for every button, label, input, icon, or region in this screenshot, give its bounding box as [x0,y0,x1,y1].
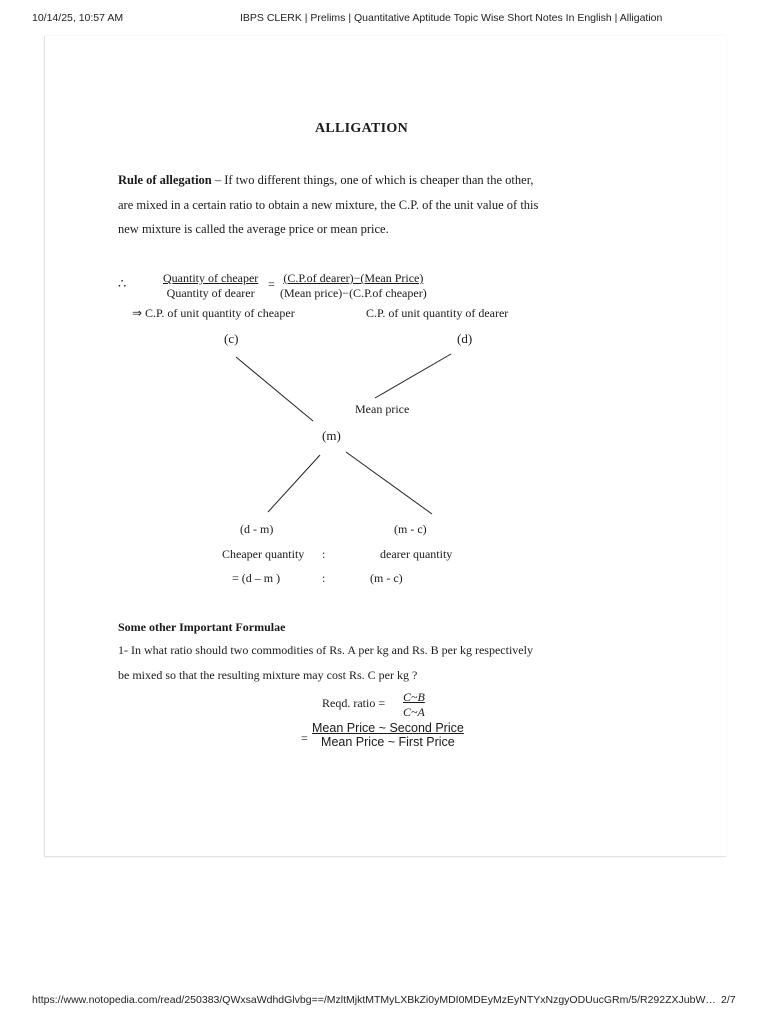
formula-right-denominator: (Mean price)−(C.P.of cheaper) [280,286,427,300]
result-m-minus-c: (m - c) [370,571,403,585]
print-page-number: 2/7 [721,994,736,1006]
dearer-quantity-label: dearer quantity [380,547,453,561]
line-d-to-mean [375,354,451,398]
line-c-to-m [236,357,313,421]
final-equals: = [301,731,308,745]
print-url: https://www.notopedia.com/read/250383/QWxsaWdhdGlvbg==/MzltMjktMTMyLXBkZi0yMDI0MDEyMzEyNTYxNzgyODUucGRm/5/R292ZXJubW… [32,994,716,1006]
question-1-line-2: be mixed so that the resulting mixture may cost Rs. C per kg ? [118,668,418,682]
rule-heading: Rule of allegation [118,173,212,187]
print-page-title: IBPS CLERK | Prelims | Quantitative Aptitude Topic Wise Short Notes In English | Alligation [240,12,663,24]
reqd-ratio-numerator: C~B [403,690,425,704]
line-m-to-mc [346,452,432,514]
question-1-line-1: 1- In what ratio should two commodities of Rs. A per kg and Rs. B per kg respectively [118,643,533,657]
node-d: (d) [457,331,473,346]
node-d-minus-m: (d - m) [240,522,274,536]
node-c: (c) [224,331,239,346]
rule-line-1-text: – If two different things, one of which is cheaper than the other, [211,173,534,187]
line-m-to-dm [268,455,320,512]
rule-line-3: new mixture is called the average price or mean price. [118,222,389,236]
cheaper-quantity-label: Cheaper quantity [222,547,305,561]
formula-left-denominator: Quantity of dearer [166,286,255,300]
ratio-colon-1: : [322,547,326,561]
final-fraction [312,721,464,749]
formula-right-numerator: (C.P.of dearer)−(Mean Price) [283,271,424,285]
dearer-cp-label: C.P. of unit quantity of dearer [366,306,509,320]
rule-line-2: are mixed in a certain ratio to obtain a new mixture, the C.P. of the unit value of this [118,198,539,212]
formula-equals: = [268,277,275,291]
final-denominator: Mean Price ~ First Price [321,735,455,749]
document-title: ALLIGATION [315,121,408,136]
therefore-symbol: ∴ [118,276,127,291]
result-d-minus-m: = (d – m ) [232,571,281,585]
node-m: (m) [322,428,341,443]
print-datetime: 10/14/25, 10:57 AM [32,12,124,24]
node-m-minus-c: (m - c) [394,522,427,536]
reqd-ratio-fraction [403,690,425,720]
ratio-colon-2: : [322,571,326,585]
final-numerator: Mean Price ~ Second Price [312,721,464,735]
reqd-ratio-denominator: C~A [403,705,425,719]
section-heading-formulae: Some other Important Formulae [118,620,286,634]
cheaper-cp-label: ⇒ C.P. of unit quantity of cheaper [132,306,295,320]
formula-left-numerator: Quantity of cheaper [163,271,259,285]
reqd-ratio-label: Reqd. ratio = [322,696,386,710]
mean-price-label: Mean price [355,402,410,416]
